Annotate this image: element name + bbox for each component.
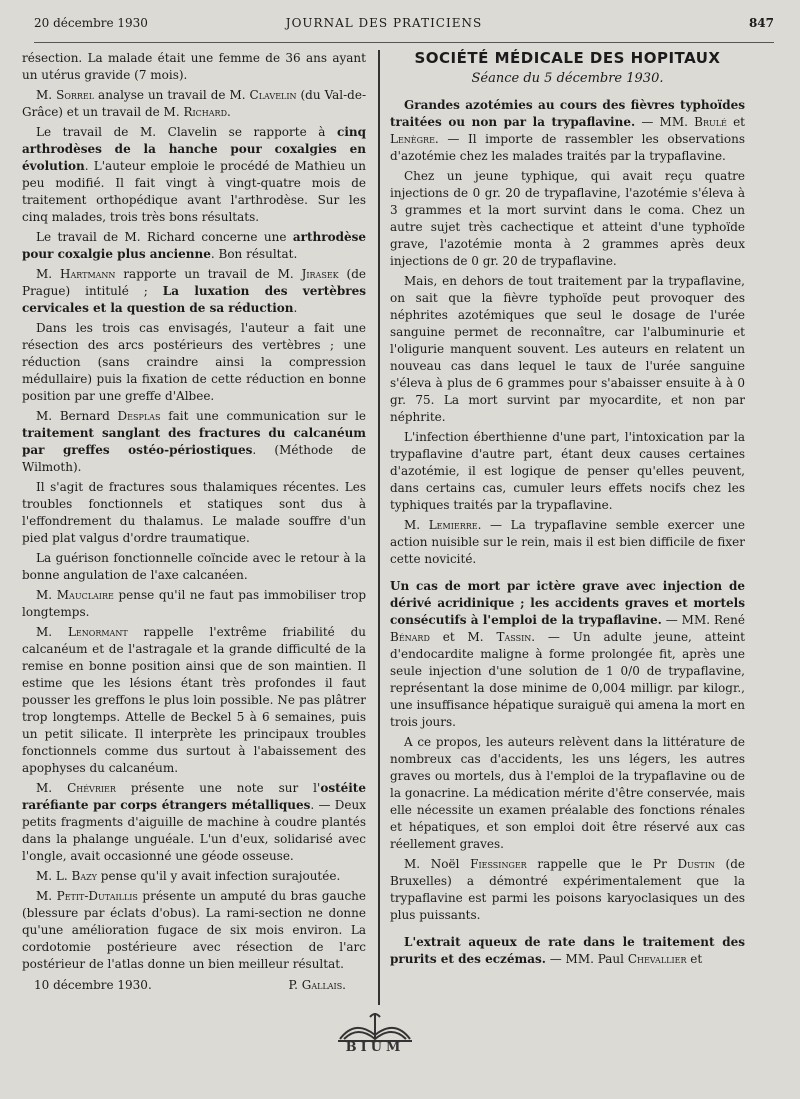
- left-column: [22, 50, 366, 997]
- paragraph: M. L. Bazy pense qu'il y avait infection surajoutée.: [36, 869, 341, 883]
- library-logo-icon: [330, 1005, 420, 1065]
- paragraph: M. Petit-Dutaillis présente un amputé du bras gauche (blessure par éclats d'obus). La rami-section ne donne qu'une amélioration fugace de six mois environ. La cordotomie postérieure avec résection de l'arc postérieur de l'atlas donne un bien meilleur résultat.: [22, 889, 366, 971]
- page-header: [34, 12, 774, 34]
- paragraph: L'extrait aqueux de rate dans le traitement des prurits et des eczémas. — MM. Paul Chevallier et: [390, 935, 745, 966]
- paragraph: Un cas de mort par ictère grave avec injection de dérivé acridinique ; les accidents graves et mortels consécutifs à l'emploi de la trypaflavine. — MM. René Bénard et M. Tassin. — Un adulte jeune, atteint d'endocardite maligne à forme prolongée fit, après une seule injection d'une solution de 1 0/0 de trypaflavine, représentant la dose minime de 0,004 milligr. par kilogr., une insuffisance hépatique suraiguë qui amena la mort en trois jours.: [390, 579, 746, 729]
- header-date: 20 décembre 1930: [34, 16, 148, 30]
- paragraph: Grandes azotémies au cours des fièvres typhoïdes traitées ou non par la trypaflavine. — MM. Brulé et Lenègre. — Il importe de rassembler les observations d'azotémie chez les malades traités par la trypaflavine.: [390, 98, 745, 163]
- right-column: [390, 50, 745, 971]
- signature-line: [22, 977, 366, 997]
- paragraph: A ce propos, les auteurs relèvent dans la littérature de nombreux cas d'accidents, les uns légers, les autres graves ou mortels, dus à l'emploi de la trypaflavine ou de la gonacrine. La médication mérite d'être conservée, mais elle nécessite un examen préalable des fonctions rénales et hépatiques, et son emploi doit être réservé aux cas réellement graves.: [390, 735, 745, 851]
- paragraph: Il s'agit de fractures sous thalamiques récentes. Les troubles fonctionnels et statiques sont dus à l'effondrement du thalamus. Le malade souffre d'un pied plat valgus d'ordre traumatique.: [22, 480, 366, 545]
- page-number: 847: [748, 16, 774, 30]
- paragraph: M. Lenormant rappelle l'extrême friabilité du calcanéum et de l'astragale et la grande difficulté de la remise en bonne position ainsi que de son maintien. Il estime que les lésions étant très profondes il faut pousser les greffons le plus loin possible. Ne pas plâtrer trop longtemps. Attelle de Beckel 5 à 6 semaines, puis un petit silicate. Il interprète les principaux troubles fonctionnels comme dus surtout à l'abaissement des apophyses du calcanéum.: [22, 625, 366, 775]
- signature-date: 10 décembre 1930.: [34, 978, 152, 992]
- paragraph: M. Mauclaire pense qu'il ne faut pas immobiliser trop longtemps.: [22, 588, 366, 619]
- paragraph: M. Chévrier présente une note sur l'ostéite raréfiante par corps étrangers métalliques. — Deux petits fragments d'aiguille de machine à coudre plantés dans la phalange unguéale. L'un d'eux, solidarisé avec l'ongle, avait occasionné une géode osseuse.: [22, 781, 366, 863]
- journal-title: JOURNAL DES PRATICIENS: [285, 16, 483, 30]
- signature-name: P. Gallais.: [288, 978, 346, 992]
- paragraph: L'infection éberthienne d'une part, l'intoxication par la trypaflavine d'autre part, étant deux causes certaines d'azotémie, il est logique de penser qu'elles peuvent, dans certains cas, cumuler leurs effets nocifs chez les typhiques traités par la trypaflavine.: [390, 430, 745, 512]
- paragraph: Le travail de M. Richard concerne une arthrodèse pour coxalgie plus ancienne. Bon résultat.: [22, 230, 366, 261]
- paragraph: M. Bernard Desplas fait une communication sur le traitement sanglant des fractures du calcanéum par greffes ostéo-périostiques. (Méthode de Wilmoth).: [22, 409, 367, 474]
- section-title: SOCIÉTÉ MÉDICALE DES HOPITAUX: [414, 49, 721, 67]
- paragraph: M. Sorrel analyse un travail de M. Clavelin (du Val-de-Grâce) et un travail de M. Richard.: [22, 88, 367, 119]
- session-date: Séance du 5 décembre 1930.: [471, 71, 664, 86]
- paragraph: M. Noël Fiessinger rappelle que le Pr Dustin (de Bruxelles) a démontré expérimentalement que la trypaflavine est parmi les poisons karyoclasiques un des plus puissants.: [390, 857, 746, 922]
- paragraph: La guérison fonctionnelle coïncide avec le retour à la bonne angulation de l'axe calcanéen.: [22, 551, 366, 582]
- paragraph: M. Lemierre. — La trypaflavine semble exercer une action nuisible sur le rein, mais il est bien difficile de fixer cette novicité.: [390, 518, 745, 566]
- paragraph: M. Hartmann rapporte un travail de M. Jirasek (de Prague) intitulé ; La luxation des vertèbres cervicales et la question de sa réduction.: [22, 267, 366, 315]
- paragraph: Le travail de M. Clavelin se rapporte à cinq arthrodèses de la hanche pour coxalgies en évolution. L'auteur emploie le procédé de Mathieu un peu modifié. Il fait vingt à vingt-quatre mois de traitement orthopédique avant l'arthrodèse. Sur les cinq malades, trois très bons résultats.: [22, 125, 366, 224]
- paragraph: Dans les trois cas envisagés, l'auteur a fait une résection des arcs postérieurs des vertèbres ; une réduction (sans craindre ainsi la compression médullaire) puis la fixation de cette réduction en bonne position par une greffe d'Albee.: [22, 321, 366, 403]
- library-logo-text: BIUM: [345, 1040, 405, 1055]
- paragraph: Chez un jeune typhique, qui avait reçu quatre injections de 0 gr. 20 de trypaflavine, l'azotémie s'éleva à 3 grammes et la mort survint dans le coma. Chez un autre sujet très cachectique et atteint d'une typhoïde grave, l'azotémie monta à 2 grammes après deux injections de 0 gr. 20 de trypaflavine.: [390, 169, 745, 268]
- column-divider: [378, 50, 380, 1005]
- paragraph: résection. La malade était une femme de 36 ans ayant un utérus gravide (7 mois).: [22, 51, 366, 82]
- header-rule: [34, 42, 774, 43]
- paragraph: Mais, en dehors de tout traitement par la trypaflavine, on sait que la fièvre typhoïde peut provoquer des néphrites azotémiques que seul le dosage de l'urée sanguine permet de reconnaître, car l'albuminurie et l'oligurie manquent souvent. Les auteurs en relatent un nouveau cas dans lequel le taux de l'urée sanguine s'éleva à plus de 6 grammes pour s'abaisser ensuite à à 0 gr. 75. La mort survint par myocardite, et non par néphrite.: [390, 274, 745, 424]
